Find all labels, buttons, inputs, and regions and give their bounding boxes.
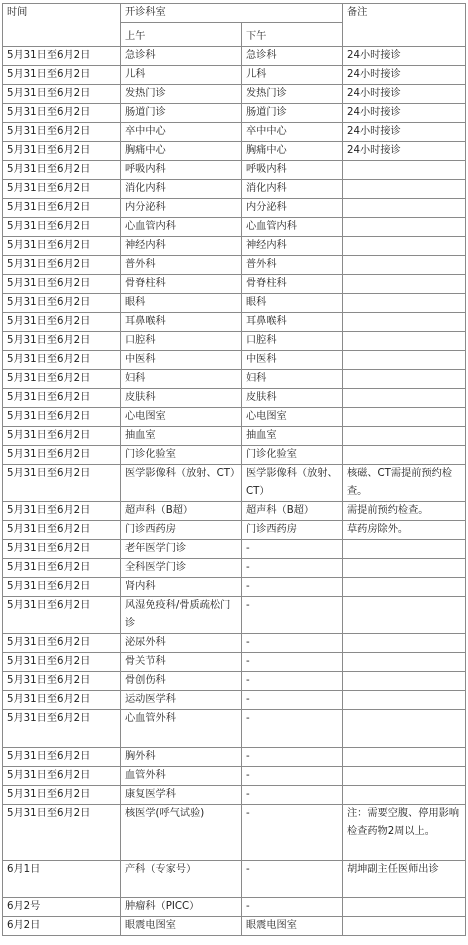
row-date: 5月31日至6月2日 [3,597,121,634]
table-row [3,142,466,161]
row-morning-dept: 骨关节科 [121,653,242,672]
table-row [3,786,466,805]
row-note [343,786,466,805]
row-morning-dept: 泌尿外科 [121,634,242,653]
row-date: 5月31日至6月2日 [3,786,121,805]
table-row [3,66,466,85]
row-date: 5月31日至6月2日 [3,313,121,332]
row-morning-dept: 运动医学科 [121,691,242,710]
row-note [343,370,466,389]
row-morning-dept: 胸痛中心 [121,142,242,161]
row-date: 5月31日至6月2日 [3,294,121,313]
header-note: 备注 [343,4,466,47]
row-afternoon-dept: - [242,691,343,710]
row-afternoon-dept: - [242,634,343,653]
header-department: 开诊科室 [121,4,343,23]
row-note [343,748,466,767]
row-note [343,161,466,180]
header-morning: 上午 [121,23,242,47]
row-afternoon-dept: 心电图室 [242,408,343,427]
table-row [3,578,466,597]
row-date: 5月31日至6月2日 [3,578,121,597]
row-note [343,180,466,199]
row-date: 5月31日至6月2日 [3,47,121,66]
row-afternoon-dept: 神经内科 [242,237,343,256]
row-date: 5月31日至6月2日 [3,521,121,540]
table-row [3,275,466,294]
row-date: 5月31日至6月2日 [3,389,121,408]
row-morning-dept: 骨创伤科 [121,672,242,691]
row-note [343,408,466,427]
row-afternoon-dept: 骨脊柱科 [242,275,343,294]
row-note [343,691,466,710]
row-date: 5月31日至6月2日 [3,66,121,85]
row-date: 5月31日至6月2日 [3,691,121,710]
row-afternoon-dept: 发热门诊 [242,85,343,104]
row-note [343,294,466,313]
row-note [343,917,466,936]
row-date: 6月1日 [3,861,121,898]
table-row [3,161,466,180]
row-afternoon-dept: 普外科 [242,256,343,275]
table-row [3,917,466,936]
row-morning-dept: 医学影像科（放射、CT） [121,465,242,502]
row-morning-dept: 中医科 [121,351,242,370]
row-morning-dept: 神经内科 [121,237,242,256]
table-row [3,332,466,351]
row-note [343,540,466,559]
row-afternoon-dept: - [242,710,343,748]
table-row [3,861,466,898]
row-afternoon-dept: 儿科 [242,66,343,85]
row-afternoon-dept: 眼震电图室 [242,917,343,936]
row-note [343,653,466,672]
row-date: 5月31日至6月2日 [3,370,121,389]
row-morning-dept: 老年医学门诊 [121,540,242,559]
row-afternoon-dept: 内分泌科 [242,199,343,218]
row-afternoon-dept: 抽血室 [242,427,343,446]
row-morning-dept: 普外科 [121,256,242,275]
table-row [3,123,466,142]
row-morning-dept: 骨脊柱科 [121,275,242,294]
row-note: 草药房除外。 [343,521,466,540]
row-afternoon-dept: - [242,748,343,767]
row-morning-dept: 皮肤科 [121,389,242,408]
row-afternoon-dept: - [242,786,343,805]
table-row [3,370,466,389]
row-date: 5月31日至6月2日 [3,351,121,370]
table-row [3,898,466,917]
row-date: 5月31日至6月2日 [3,199,121,218]
row-note [343,389,466,408]
row-afternoon-dept: 门诊化验室 [242,446,343,465]
row-afternoon-dept: - [242,540,343,559]
row-morning-dept: 心血管外科 [121,710,242,748]
row-date: 5月31日至6月2日 [3,180,121,199]
row-morning-dept: 产科（专家号） [121,861,242,898]
row-note: 需提前预约检查。 [343,502,466,521]
row-afternoon-dept: - [242,672,343,691]
row-date: 5月31日至6月2日 [3,256,121,275]
row-morning-dept: 肠道门诊 [121,104,242,123]
row-note [343,427,466,446]
row-date: 5月31日至6月2日 [3,805,121,861]
row-date: 5月31日至6月2日 [3,710,121,748]
row-morning-dept: 风湿免疫科/骨质疏松门诊 [121,597,242,634]
table-row [3,805,466,861]
row-afternoon-dept: 胸痛中心 [242,142,343,161]
row-morning-dept: 妇科 [121,370,242,389]
header-afternoon: 下午 [242,23,343,47]
table-row [3,710,466,748]
row-morning-dept: 急诊科 [121,47,242,66]
table-row [3,540,466,559]
table-row [3,408,466,427]
row-morning-dept: 全科医学门诊 [121,559,242,578]
table-row [3,597,466,634]
row-date: 5月31日至6月2日 [3,142,121,161]
row-morning-dept: 血管外科 [121,767,242,786]
row-morning-dept: 卒中中心 [121,123,242,142]
row-note: 24小时接诊 [343,85,466,104]
row-date: 5月31日至6月2日 [3,634,121,653]
row-date: 6月2号 [3,898,121,917]
table-row [3,47,466,66]
table-row [3,351,466,370]
row-date: 5月31日至6月2日 [3,465,121,502]
row-afternoon-dept: 卒中中心 [242,123,343,142]
row-note [343,767,466,786]
table-row [3,256,466,275]
row-morning-dept: 康复医学科 [121,786,242,805]
row-afternoon-dept: 耳鼻喉科 [242,313,343,332]
row-date: 5月31日至6月2日 [3,446,121,465]
row-afternoon-dept: - [242,597,343,634]
row-afternoon-dept: - [242,898,343,917]
row-note [343,275,466,294]
table-row [3,427,466,446]
row-afternoon-dept: 皮肤科 [242,389,343,408]
table-row [3,218,466,237]
row-morning-dept: 发热门诊 [121,85,242,104]
row-note [343,332,466,351]
row-afternoon-dept: - [242,653,343,672]
row-note [343,199,466,218]
row-date: 5月31日至6月2日 [3,653,121,672]
row-afternoon-dept: 口腔科 [242,332,343,351]
row-afternoon-dept: - [242,805,343,861]
row-date: 5月31日至6月2日 [3,427,121,446]
row-morning-dept: 口腔科 [121,332,242,351]
clinic-schedule-table [2,3,466,936]
row-note: 注：需要空腹、停用影响检查药物2周以上。 [343,805,466,861]
row-afternoon-dept: 门诊西药房 [242,521,343,540]
row-date: 5月31日至6月2日 [3,502,121,521]
table-row [3,672,466,691]
table-row [3,237,466,256]
row-afternoon-dept: 中医科 [242,351,343,370]
row-date: 5月31日至6月2日 [3,332,121,351]
row-afternoon-dept: - [242,578,343,597]
row-afternoon-dept: - [242,861,343,898]
row-note [343,256,466,275]
row-morning-dept: 抽血室 [121,427,242,446]
row-note [343,313,466,332]
row-date: 5月31日至6月2日 [3,85,121,104]
row-note [343,237,466,256]
row-morning-dept: 肿瘤科（PICC） [121,898,242,917]
row-note [343,597,466,634]
row-note: 核磁、CT需提前预约检查。 [343,465,466,502]
row-date: 5月31日至6月2日 [3,218,121,237]
row-date: 5月31日至6月2日 [3,161,121,180]
row-afternoon-dept: - [242,767,343,786]
row-morning-dept: 消化内科 [121,180,242,199]
row-date: 5月31日至6月2日 [3,559,121,578]
row-afternoon-dept: 急诊科 [242,47,343,66]
row-afternoon-dept: 消化内科 [242,180,343,199]
table-row [3,748,466,767]
table-row [3,634,466,653]
row-note [343,446,466,465]
row-morning-dept: 呼吸内科 [121,161,242,180]
table-row [3,521,466,540]
table-row [3,465,466,502]
row-date: 5月31日至6月2日 [3,767,121,786]
row-morning-dept: 眼震电图室 [121,917,242,936]
row-date: 5月31日至6月2日 [3,748,121,767]
table-row [3,691,466,710]
row-note [343,898,466,917]
table-row [3,104,466,123]
row-morning-dept: 肾内科 [121,578,242,597]
header-time: 时间 [3,4,121,47]
row-date: 5月31日至6月2日 [3,672,121,691]
row-note: 24小时接诊 [343,47,466,66]
row-note: 24小时接诊 [343,66,466,85]
row-note: 24小时接诊 [343,104,466,123]
row-afternoon-dept: 医学影像科（放射、CT） [242,465,343,502]
row-note [343,634,466,653]
row-morning-dept: 门诊西药房 [121,521,242,540]
row-note [343,672,466,691]
row-afternoon-dept: 眼科 [242,294,343,313]
row-date: 5月31日至6月2日 [3,540,121,559]
row-note [343,710,466,748]
row-date: 6月2日 [3,917,121,936]
row-morning-dept: 心血管内科 [121,218,242,237]
row-morning-dept: 儿科 [121,66,242,85]
table-row [3,653,466,672]
row-afternoon-dept: 超声科（B超） [242,502,343,521]
row-morning-dept: 胸外科 [121,748,242,767]
table-row [3,559,466,578]
row-afternoon-dept: 呼吸内科 [242,161,343,180]
row-date: 5月31日至6月2日 [3,104,121,123]
row-afternoon-dept: - [242,559,343,578]
row-morning-dept: 内分泌科 [121,199,242,218]
row-date: 5月31日至6月2日 [3,408,121,427]
row-afternoon-dept: 肠道门诊 [242,104,343,123]
row-note: 24小时接诊 [343,123,466,142]
row-note [343,559,466,578]
row-morning-dept: 门诊化验室 [121,446,242,465]
table-row [3,502,466,521]
table-row [3,294,466,313]
header-row [3,4,466,23]
row-morning-dept: 核医学(呼气试验) [121,805,242,861]
table-row [3,313,466,332]
row-note [343,578,466,597]
table-row [3,199,466,218]
row-morning-dept: 眼科 [121,294,242,313]
row-morning-dept: 耳鼻喉科 [121,313,242,332]
table-row [3,389,466,408]
row-date: 5月31日至6月2日 [3,123,121,142]
row-afternoon-dept: 心血管内科 [242,218,343,237]
row-date: 5月31日至6月2日 [3,237,121,256]
table-row [3,85,466,104]
row-morning-dept: 超声科（B超） [121,502,242,521]
row-note [343,351,466,370]
row-note: 胡坤副主任医师出诊 [343,861,466,898]
row-morning-dept: 心电图室 [121,408,242,427]
row-afternoon-dept: 妇科 [242,370,343,389]
table-row [3,446,466,465]
row-date: 5月31日至6月2日 [3,275,121,294]
table-row [3,180,466,199]
table-row [3,767,466,786]
row-note [343,218,466,237]
row-note: 24小时接诊 [343,142,466,161]
